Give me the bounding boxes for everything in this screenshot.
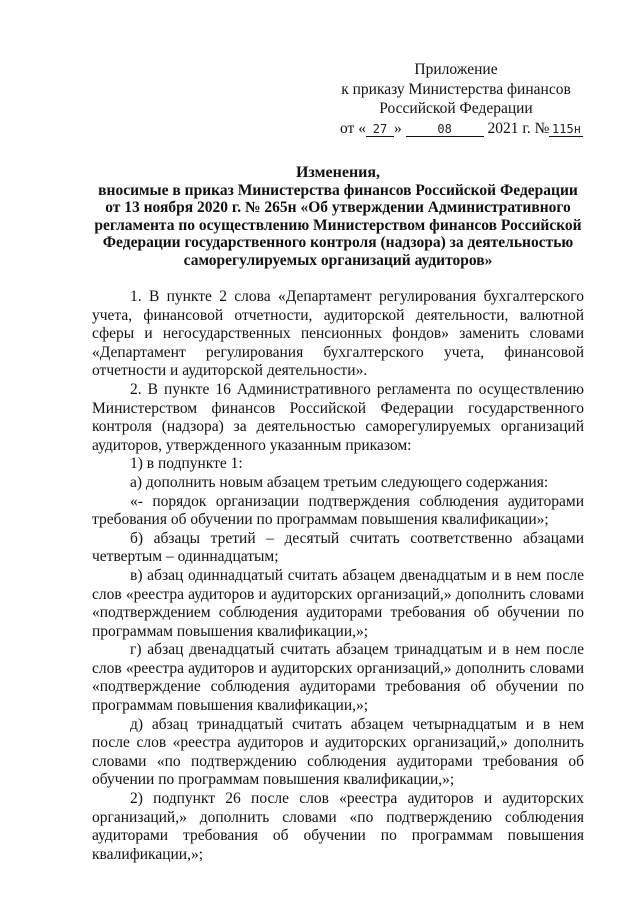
order-number: 115н [549, 122, 583, 137]
document-title [92, 164, 584, 269]
paragraph: г) абзац двенадцатый считать абзацем тринадцатым и в нем после слов «реестра аудиторов и аудиторских организаций,» дополнить словами «подтверждение соблюдения аудиторами требования об обучении по программам повышения квалификации,»; [92, 641, 584, 715]
date-prefix: от « [340, 119, 366, 137]
paragraph: «- порядок организации подтверждения соблюдения аудиторами требования об обучении по программам повышения квалификации»; [92, 492, 584, 529]
ministry-country: Российской Федерации [379, 100, 533, 117]
date-day: 27 [366, 122, 394, 137]
appendix-label: Приложение [414, 61, 498, 78]
appendix-header [336, 60, 581, 138]
paragraph: 1. В пункте 2 слова «Департамент регулирования бухгалтерского учета, финансовой отчетности, аудиторской деятельности, валютной сферы и негосударственных пенсионных фондов» заменить словами «Департамент регулирования бухгалтерского учета, финансовой отчетности и аудиторской деятельности». [92, 288, 584, 380]
title-subject: вносимые в приказ Министерства финансов Российской Федерации от 13 ноября 2020 г. № 265н «Об утверждении Административного регламента по осуществлению Министерством финансов Российской Федерации государственного контроля (надзора) за деятельностью саморегулируемых организаций аудиторов» [94, 181, 582, 269]
paragraph: 1) в подпункте 1: [130, 455, 243, 473]
document-body [92, 288, 584, 864]
title-heading: Изменения, [295, 164, 381, 181]
paragraph: а) дополнить новым абзацем третьим следующего содержания: [130, 473, 549, 491]
paragraph: 2) подпункт 26 после слов «реестра аудиторов и аудиторских организаций,» дополнить словами «по подтверждению соблюдения аудиторами требования об обучении по программам повышения квалификации,»; [92, 790, 584, 863]
date-month: 08 [406, 122, 484, 137]
paragraph: 2. В пункте 16 Административного регламента по осуществлению Министерством финансов Российской Федерации государственного контроля (надзора) за деятельностью саморегулируемых организаций аудиторов, утвержденного указанным приказом: [92, 380, 584, 454]
paragraph: б) абзацы третий – десятый считать соответственно абзацами четвертым – одиннадцатым; [92, 529, 584, 566]
date-mid: » [393, 119, 402, 137]
date-year: 2021 г. № [487, 119, 550, 137]
order-date-line [336, 119, 581, 139]
paragraph: д) абзац тринадцатый считать абзацем четырнадцатым и в нем после слов «реестра аудиторов и аудиторских организаций,» дополнить словами «по подтверждению соблюдения аудиторами требования об обучении по программам повышения квалификации,»; [92, 715, 584, 789]
paragraph: в) абзац одиннадцатый считать абзацем двенадцатым и в нем после слов «реестра аудиторов и аудиторских организаций,» дополнить словами «подтверждением соблюдения аудиторами требования об обучении по программам повышения квалификации,»; [92, 566, 584, 640]
order-reference: к приказу Министерства финансов [341, 80, 571, 98]
